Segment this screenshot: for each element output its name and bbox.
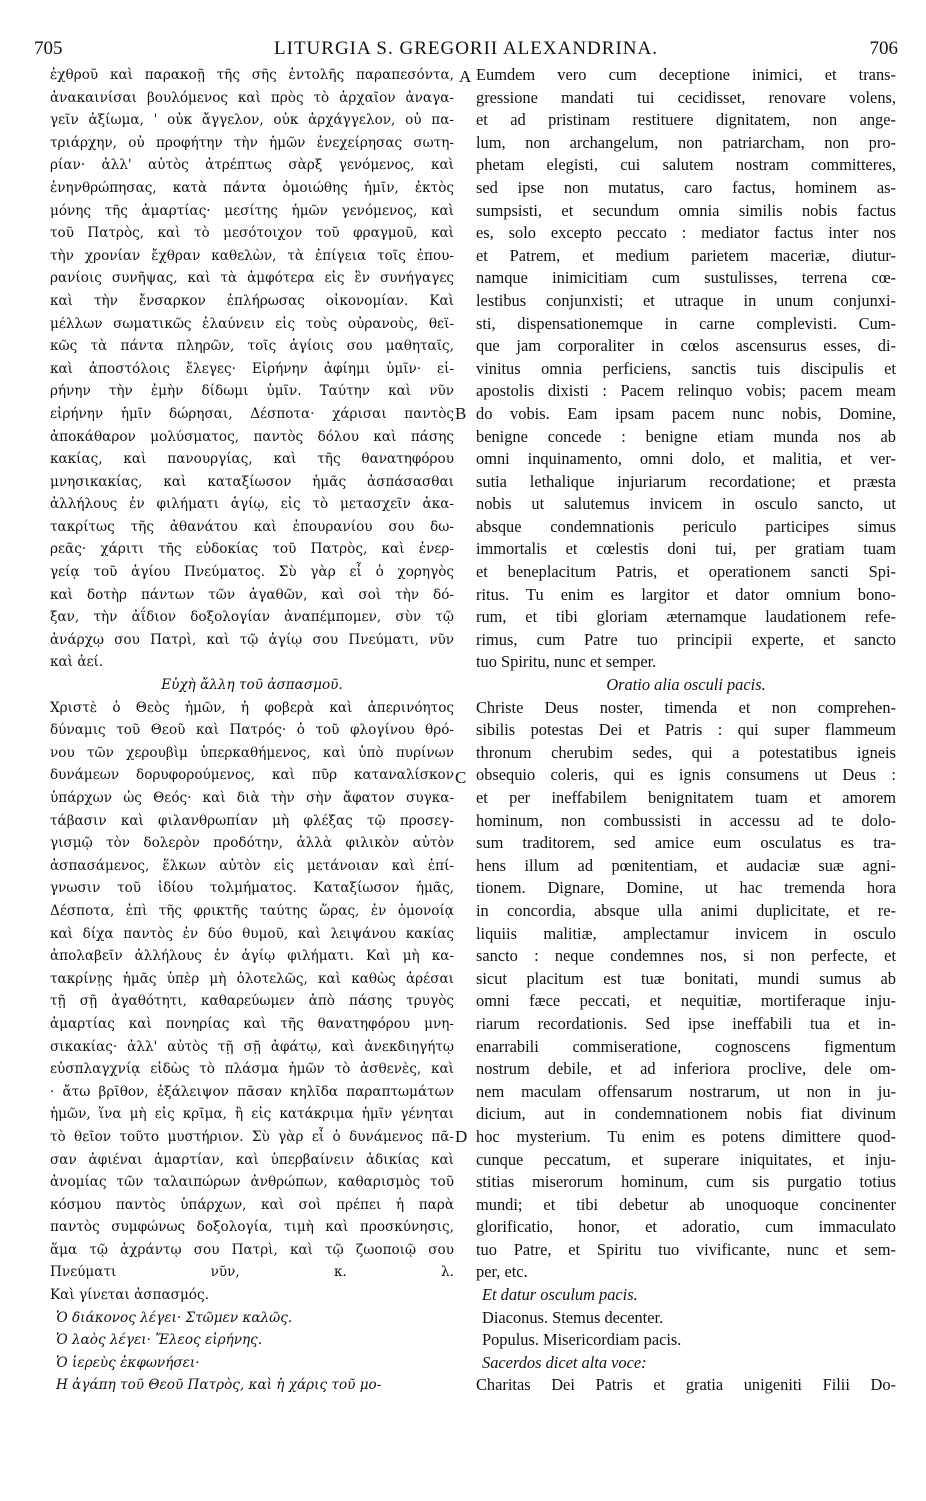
latin-text-line: sancto : neque condemnes nos, si non perfecte, et xyxy=(476,946,896,966)
latin-text-line: nostrum debile, et ad inferiora proclive, dele om- xyxy=(476,1059,896,1079)
greek-text-line: τακρίτως τῆς ἀθανάτου καὶ ἐπουρανίου σου δω- xyxy=(50,518,454,535)
greek-text-line: Η ἀγάπη τοῦ Θεοῦ Πατρὸς, καὶ ἡ χάρις τοῦ μο- xyxy=(56,1377,382,1394)
greek-text-line: ἀνομίας τῶν ταλαιπώρων ἀνθρώπων, καθαρισμὸς τοῦ xyxy=(50,1174,454,1191)
greek-text-line: Ὁ ἱερεὺς ἐκφωνήσει· xyxy=(56,1354,200,1371)
latin-text-line: tuo Patre, et Spiritu tuo vivificante, nunc et sem- xyxy=(476,1239,896,1259)
latin-text-line: rum, et tibi gloriam æternamque laudationem refe- xyxy=(476,607,896,627)
latin-text-line: liquiis malitiæ, amplectamur invicem in osculo xyxy=(476,923,896,943)
latin-text-line: obsequio coleris, qui es ignis consumens ut Deus : xyxy=(476,765,896,785)
latin-text-line: sed ipse non mutatus, caro factus, hominem as- xyxy=(476,177,896,197)
latin-text-line: cunque peccatum, et superare iniquitates, et inju- xyxy=(476,1149,896,1169)
greek-text-line: ἡμῶν, ἵνα μὴ εἰς κρῖμα, ἢ εἰς κατάκριμα ἡμῖν γένηται xyxy=(50,1106,454,1123)
latin-text-line: que jam corporaliter in cœlos ascensurus esses, di- xyxy=(476,336,896,356)
greek-text-line: Δέσποτα, ἐπὶ τῆς φρικτῆς ταύτης ὥρας, ἐν ὁμονοίᾳ xyxy=(50,902,454,919)
greek-text-line: ρίαν· ἀλλ' αὐτὸς ἀτρέπτως σὰρξ γενόμενος, καὶ xyxy=(50,157,454,174)
greek-text-line: κόσμου παντὸς ὑπάρχων, καὶ σοὶ πρέπει ἡ παρὰ xyxy=(50,1196,454,1213)
latin-text-line: sumpsisti, et secundum omnia similis nobis factus xyxy=(476,200,896,220)
latin-text-line: Sacerdos dicet alta voce: xyxy=(482,1352,647,1372)
greek-text-line: καὶ δίχα παντὸς ἐν δύο θυμοῦ, καὶ λειψάνου κακίας xyxy=(50,925,454,942)
latin-text-line: hens illum ad pœnitentiam, et audaciæ suæ agni- xyxy=(476,855,896,875)
latin-text-line: lestibus conjunxisti; et utraque in unum conjunxi- xyxy=(476,290,896,310)
latin-text-line: nem maculam offensarum nostrarum, ut non in ju- xyxy=(476,1081,896,1101)
greek-text-line: μόνης τῆς ἁμαρτίας· μεσίτης ἡμῶν γενόμενος, καὶ xyxy=(50,202,454,219)
latin-text-line: sti, dispensationemque in carne complevisti. Cum- xyxy=(476,313,896,333)
latin-text-line: stitias miserorum hominum, cum sis purgatio totius xyxy=(476,1172,896,1192)
latin-text-line: nobis ut salutemus invicem in osculo sancto, ut xyxy=(476,494,896,514)
latin-text-line: vinitus omnia perficiens, sanctis tuis discipulis et xyxy=(476,358,896,378)
greek-text-line: εὐσπλαγχνίᾳ εἰδὼς τὸ πλάσμα ἡμῶν τὸ ἀσθενὲς, καὶ xyxy=(50,1061,454,1078)
greek-text-line: ἀλλήλους ἐν φιλήματι ἁγίῳ, εἰς τὸ μετασχεῖν ἀκα- xyxy=(50,496,454,513)
section-marker-b: B xyxy=(455,404,467,423)
greek-text-line: Εὐχὴ ἄλλη τοῦ ἀσπασμοῦ. xyxy=(161,677,343,694)
latin-text-line: Charitas Dei Patris et gratia unigeniti Filii Do- xyxy=(476,1375,896,1395)
greek-text-line: ἐχθροῦ καὶ παρακοῇ τῆς σῆς ἐντολῆς παραπεσόντα, xyxy=(50,67,454,83)
greek-text-line: Καὶ γίνεται ἀσπασμός. xyxy=(50,1287,209,1304)
greek-text-line: δύναμις τοῦ Θεοῦ καὶ Πατρός· ὁ τοῦ φλογίνου θρό- xyxy=(50,722,454,739)
latin-text-line: lum, non archangelum, non patriarcham, non pro- xyxy=(476,132,896,152)
latin-text-line: et beneplacitum Patris, et operationem sancti Spi- xyxy=(476,562,896,582)
greek-text-line: τριάρχην, οὐ προφήτην τὴν ἡμῶν ἐνεχείρησας σωτη- xyxy=(50,134,454,151)
greek-text-line: μέλλων σωματικῶς ἐλαύνειν εἰς τοὺς οὐρανοὺς, θεϊ- xyxy=(50,315,454,332)
latin-text-line: omni inquinamento, omni dolo, et malitia, et ver- xyxy=(476,449,896,469)
greek-text-line: ἀσπασάμενος, ἕλκων αὐτὸν εἰς μετάνοιαν καὶ ἐπί- xyxy=(50,857,454,874)
page-number-left: 705 xyxy=(34,38,63,59)
latin-text-line: tuo Spiritu, nunc et semper. xyxy=(476,652,657,672)
latin-text-line: benigne concede : benigne etiam munda nos ab xyxy=(476,426,896,446)
latin-column xyxy=(476,64,896,1397)
latin-text-line: phetam elegisti, cui salutem nostram committeres, xyxy=(476,155,896,175)
greek-text-line: ἀπολαβεῖν ἀλλήλους ἐν ἁγίῳ φιλήματι. Καὶ μὴ κα- xyxy=(50,948,454,965)
greek-text-line: ἅμα τῷ ἀχράντῳ σου Πατρὶ, καὶ τῷ ζωοποιῷ σου xyxy=(50,1241,454,1258)
latin-text-line: sutia lethalique injuriarum recordatione; et præsta xyxy=(476,471,896,491)
greek-text-line: παντὸς συμφώνως δοξολογία, τιμὴ καὶ προσκύνησις, xyxy=(50,1219,454,1236)
greek-text-line: Ὁ διάκονος λέγει· Στῶμεν καλῶς. xyxy=(56,1309,293,1326)
greek-text-line: τὸ θεῖον τοῦτο μυστήριον. Σὺ γὰρ εἶ ὁ δυνάμενος πᾶ- xyxy=(50,1128,454,1145)
greek-text-line: ἀνάρχῳ σου Πατρὶ, καὶ τῷ ἁγίῳ σου Πνεύματι, νῦν xyxy=(50,631,454,648)
latin-text-line: Populus. Misericordiam pacis. xyxy=(482,1330,682,1350)
latin-text-line: hoc mysterium. Tu enim es potens dimittere quod- xyxy=(476,1126,896,1146)
greek-text-line: σικακίας· ἀλλ' αὐτὸς τῇ σῇ ἀφάτῳ, καὶ ἀνεκδιηγήτῳ xyxy=(50,1038,454,1055)
greek-text-line: ὑπάρχων ὡς Θεός· καὶ διὰ τὴν σὴν ἄφατον συγκα- xyxy=(50,790,454,806)
latin-text-line: Diaconus. Stemus decenter. xyxy=(482,1307,664,1327)
latin-text-line: absque condemnationis periculo participes simus xyxy=(476,516,896,536)
greek-text-line: μνησικακίας, καὶ καταξίωσον ἡμᾶς ἀσπάσασθαι xyxy=(50,473,454,490)
greek-text-line: εἰρήνην ἡμῖν δώρησαι, Δέσποτα· χάρισαι παντὸς xyxy=(50,405,454,422)
greek-text-line: καὶ τὴν ἔνσαρκον ἐπλήρωσας οἰκονομίαν. Καὶ xyxy=(50,292,454,309)
latin-text-line: mundi; et tibi debetur ab unoquoque concinenter xyxy=(476,1194,896,1214)
latin-text-line: et Patrem, et medium parietem maceriæ, diutur- xyxy=(476,245,896,265)
latin-text-line: apostolis dixisti : Pacem relinquo vobis; pacem meam xyxy=(476,381,896,401)
latin-text-line: sibilis potestas Dei et Patris : qui super flammeum xyxy=(476,720,896,740)
latin-text-line: per, etc. xyxy=(476,1262,528,1282)
latin-text-line: enarrabili commiseratione, cognoscens figmentum xyxy=(476,1036,896,1056)
greek-text-line: γείᾳ τοῦ ἁγίου Πνεύματος. Σὺ γὰρ εἶ ὁ χορηγὸς xyxy=(50,564,454,581)
greek-text-line: Ὁ λαὸς λέγει· Ἔλεος εἰρήνης. xyxy=(56,1332,263,1349)
latin-text-line: es, solo excepto peccato : mediator factus inter nos xyxy=(476,223,896,243)
greek-text-line: τὴν χρονίαν ἔχθραν καθελὼν, τὰ ἐπίγεια τοῖς ἐπου- xyxy=(50,247,454,264)
greek-text-line: τάβασιν καὶ φιλανθρωπίαν μὴ φλέξας τῷ προσεγ- xyxy=(50,812,454,829)
greek-text-line: ρανίοις συνῆψας, καὶ τὰ ἀμφότερα εἰς ἓν συνήγαγες xyxy=(50,270,454,287)
latin-text-line: hominum, non combussisti in accessu ad te dolo- xyxy=(476,810,896,830)
latin-text-line: dicium, aut in condemnationem nobis fiat divinum xyxy=(476,1104,896,1124)
greek-column xyxy=(50,64,454,1397)
greek-text-line: καὶ ἀεί. xyxy=(50,654,104,671)
latin-text-line: immortalis et cœlestis doni tui, per gratiam tuam xyxy=(476,539,896,559)
latin-text-line: do vobis. Eam ipsam pacem nunc nobis, Domine, xyxy=(476,403,896,423)
latin-text-line: sicut placitum est tuæ bonitati, mundi sumus ab xyxy=(476,968,896,988)
greek-text-line: Χριστὲ ὁ Θεὸς ἡμῶν, ἡ φοβερὰ καὶ ἀπερινόητος xyxy=(50,699,454,716)
greek-text-line: καὶ ἀποστόλοις ἔλεγες· Εἰρήνην ἀφίημι ὑμῖν· εἰ- xyxy=(50,360,454,377)
latin-text-line: rimus, cum Patre tuo principii experte, et sancto xyxy=(476,629,896,649)
latin-text-line: Oratio alia osculi pacis. xyxy=(606,675,766,695)
section-marker-a: A xyxy=(459,67,472,86)
greek-text-line: σαν ἀφιέναι ἁμαρτίαν, καὶ ὑπερβαίνειν ἀδικίας καὶ xyxy=(50,1151,454,1168)
latin-text-line: gressione mandati tui cecidisset, renovare volens, xyxy=(476,87,896,107)
greek-text-line: γνωσιν τοῦ ἰδίου τολμήματος. Καταξίωσον ἡμᾶς, xyxy=(50,880,454,897)
greek-text-line: · ἄτω βρῖθον, ἐξάλειψον πᾶσαν κηλῖδα παραπτωμάτων xyxy=(50,1083,454,1100)
latin-text-line: omni fæce peccati, et nequitiæ, mortiferaque inju- xyxy=(476,991,896,1011)
latin-text-line: thronum cherubim sedes, qui a potestatibus igneis xyxy=(476,742,896,762)
greek-text-line: τακρίνῃς ἡμᾶς ὑπὲρ μὴ ὁλοτελῶς, καὶ καθὼς ἀρέσαι xyxy=(50,970,454,987)
latin-text-line: Et datur osculum pacis. xyxy=(482,1285,638,1305)
greek-text-line: καὶ δοτὴρ πάντων τῶν ἀγαθῶν, καὶ σοὶ τὴν δό- xyxy=(50,586,454,603)
greek-text-line: νου τῶν χερουβὶμ ὑπερκαθήμενος, καὶ ὑπὸ πυρίνων xyxy=(50,744,454,761)
greek-text-line: ἁμαρτίας καὶ πονηρίας καὶ τῆς θανατηφόρου μνη- xyxy=(50,1015,454,1032)
greek-text-line: ρήνην τὴν ἐμὴν δίδωμι ὑμῖν. Ταύτην καὶ νῦν xyxy=(50,383,454,400)
latin-text-line: riarum recordationis. Sed ipse ineffabili tua et in- xyxy=(476,1013,896,1033)
latin-text-line: sum traditorem, sed amice eum osculatus es tra- xyxy=(476,833,896,853)
latin-text-line: namque inimicitiam cum sustulisses, terrena cœ- xyxy=(476,268,896,288)
greek-text-line: τοῦ Πατρὸς, καὶ τὸ μεσότοιχον τοῦ φραγμοῦ, καὶ xyxy=(50,225,454,242)
page-title: LITURGIA S. GREGORII ALEXANDRINA. xyxy=(274,38,658,59)
greek-text-line: ἀποκάθαρον μολύσματος, παντὸς δόλου καὶ πάσης xyxy=(50,428,454,445)
section-marker-d: D xyxy=(455,1127,468,1146)
greek-text-line: γισμῷ τὸν δολερὸν προδότην, ἀλλὰ φιλικὸν αὐτὸν xyxy=(50,835,454,852)
section-marker-c: C xyxy=(455,768,467,787)
latin-text-line: tionem. Dignare, Domine, ut hac tremenda hora xyxy=(476,878,896,898)
greek-text-line: ξαν, τὴν ἀΐδιον δοξολογίαν ἀναπέμπομεν, σὺν τῷ xyxy=(50,609,454,626)
greek-text-line: Πνεύματι νῦν, κ. λ. xyxy=(50,1264,454,1281)
running-header xyxy=(34,38,898,62)
latin-text-line: glorificatio, honor, et adoratio, cum immaculato xyxy=(476,1217,896,1237)
greek-text-line: ἐνηνθρώπησας, κατὰ πάντα ὁμοιώθης ἡμῖν, ἐκτὸς xyxy=(50,179,454,196)
page-number-right: 706 xyxy=(869,38,898,59)
greek-text-line: τῇ σῇ ἀγαθότητι, καθαρεύωμεν ἀπὸ πάσης τρυγὸς xyxy=(50,993,454,1010)
latin-text-line: et ad pristinam restituere dignitatem, non ange- xyxy=(476,110,896,130)
greek-text-line: ἀνακαινίσαι βουλόμενος καὶ πρὸς τὸ ἀρχαῖον ἀναγα- xyxy=(50,89,454,106)
latin-text-line: Eumdem vero cum deceptione inimici, et trans- xyxy=(476,65,896,84)
latin-text-line: ritus. Tu enim es largitor et dator omnium bono- xyxy=(476,584,896,604)
latin-text-line: in concordia, absque ulla animi duplicitate, et re- xyxy=(476,900,896,920)
greek-text-line: κακίας, καὶ πανουργίας, καὶ τῆς θανατηφόρου xyxy=(50,451,454,468)
greek-text-line: ρεᾶς· χάριτι τῆς εὐδοκίας τοῦ Πατρὸς, καὶ ἐνερ- xyxy=(50,541,454,558)
greek-text-line: γεῖν ἀξίωμα, ' οὐκ ἄγγελον, οὐκ ἀρχάγγελον, οὐ πα- xyxy=(50,112,454,129)
latin-text-line: et per ineffabilem benignitatem tuam et amorem xyxy=(476,788,896,807)
greek-text-line: κῶς τὰ πάντα πληρῶν, τοῖς ἁγίοις σου μαθηταῖς, xyxy=(50,338,454,355)
greek-text-line: δυνάμεων δορυφορούμενος, καὶ πῦρ καταναλίσκον xyxy=(50,767,454,784)
latin-text-line: Christe Deus noster, timenda et non comprehen- xyxy=(476,697,896,717)
